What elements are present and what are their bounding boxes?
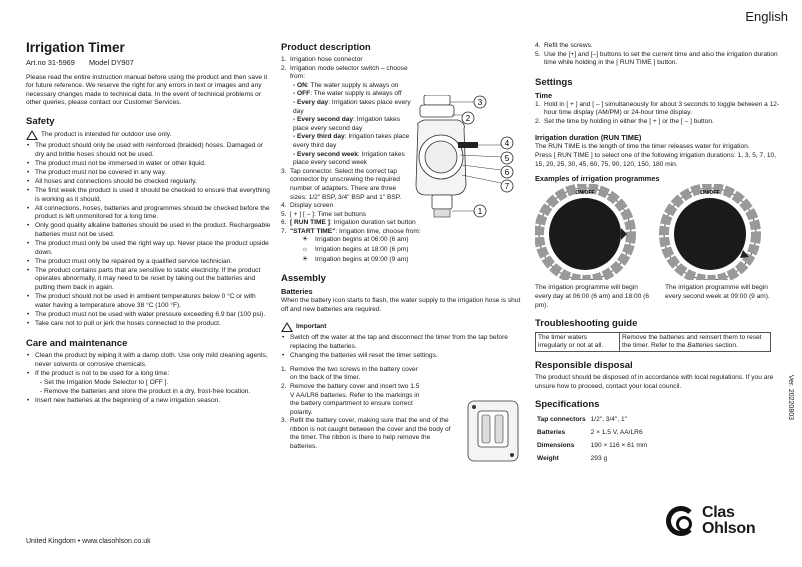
list-item: 7. "START TIME": Irrigation time, choose from: bbox=[281, 227, 421, 235]
callout-4: 4 bbox=[504, 139, 510, 148]
description-list bbox=[281, 56, 409, 82]
table-row: Tap connectors 1/2", 3/4", 1" bbox=[537, 416, 627, 424]
language-label: English bbox=[745, 9, 788, 24]
time-steps bbox=[535, 101, 785, 127]
table-row bbox=[536, 333, 771, 352]
important-note bbox=[281, 322, 529, 332]
model-number: Model DY907 bbox=[88, 58, 134, 67]
list-item: • Switch off the water at the tap and disconnect the timer from the tap before replacing the batteries. bbox=[281, 334, 529, 351]
run-time-subheading: Irrigation duration (RUN TIME) bbox=[535, 132, 642, 142]
start-time-18: ☼ Irrigation begins at 18:00 (6 pm) bbox=[281, 246, 529, 255]
callout-3: 3 bbox=[477, 98, 483, 107]
sun-icon: ☀ bbox=[301, 255, 309, 263]
care-heading: Care and maintenance bbox=[26, 338, 128, 350]
mode-off: - OFF: The water supply is always off bbox=[293, 90, 402, 98]
table-cell: Remove the batteries and reinsert them to reset the timer. Refer to the Batteries section. bbox=[620, 333, 771, 352]
table-cell: The timer waters irregularly or not at all. bbox=[536, 333, 620, 352]
time-subheading: Time bbox=[535, 90, 553, 100]
run-time-text: The RUN TIME is the length of time the timer releases water for irrigation. bbox=[535, 142, 750, 150]
list-item: • The product must not be immersed in water or other liquid. bbox=[26, 160, 272, 169]
intro-text: Please read the entire instruction manual before using the product and then save it for future reference. We reserve the right for any errors in text or images and any necessary changes made to technical data. In the event of technical problems or other queries, please contact our Customer Services. bbox=[26, 73, 268, 107]
clas-ohlson-logo bbox=[666, 505, 755, 537]
example-caption-1: The irrigation programme will begin every day at 06:00 (6 am) and 18:00 (6 pm). bbox=[535, 284, 649, 309]
start-time-09: ☀ Irrigation begins at 09:00 (9 am) bbox=[281, 256, 529, 265]
mode-list bbox=[281, 82, 416, 168]
list-item: 2. Set the time by holding in either the [ + ] or the [ – ] button. bbox=[535, 117, 714, 125]
list-item: 1. Remove the two screws in the battery cover on the back of the timer. bbox=[281, 365, 418, 382]
assembly-heading: Assembly bbox=[281, 273, 326, 285]
logo-text: Clas Ohlson bbox=[702, 504, 756, 537]
sunset-icon: ☼ bbox=[301, 246, 309, 254]
table-row: Dimensions 190 × 116 × 61 mm bbox=[537, 442, 648, 450]
mode-every-second-day: - Every second day: Irrigation takes place every second day bbox=[293, 116, 401, 132]
safety-warning-text: The product is intended for outdoor use only. bbox=[41, 130, 172, 138]
list-subitem: - Remove the batteries and store the product in a dry, frost-free location. bbox=[40, 388, 251, 396]
table-row: Batteries 2 × 1.5 V, AA/LR6 bbox=[537, 429, 643, 437]
callout-5: 5 bbox=[504, 154, 510, 163]
program-dials bbox=[535, 184, 785, 280]
list-item: • Changing the batteries will reset the timer settings. bbox=[281, 352, 529, 361]
disposal-heading: Responsible disposal bbox=[535, 360, 633, 372]
dial-every-second-week bbox=[664, 188, 756, 280]
logo-mark-icon bbox=[666, 506, 696, 536]
list-item: • Only good quality alkaline batteries should be used in the product. Rechargeable batteries must not be used. bbox=[26, 222, 272, 239]
list-item: 2. Remove the battery cover and insert two 1.5 V AA/LR6 batteries. Refer to the markings in the battery compartment to ensure correct polarity. bbox=[281, 382, 420, 416]
sunrise-icon: ☀ bbox=[301, 236, 309, 244]
list-item: 5. Use the [+] and [–] buttons to set the current time and also the irrigation duration time while holding in the [ RUN TIME ] button. bbox=[535, 50, 778, 67]
list-item: 3. Refit the battery cover, making sure that the end of the ribbon is not caught between the cover and the body of the timer. The ribbon is there to help remove the batteries. bbox=[281, 417, 451, 451]
dial-label: ON/OFF bbox=[575, 190, 595, 197]
safety-warning bbox=[26, 130, 272, 140]
list-item: • All connections, hoses, batteries and programmes should be checked before the product is left unmonitored for a long time. bbox=[26, 205, 272, 222]
callout-7: 7 bbox=[504, 182, 510, 191]
warning-icon bbox=[26, 130, 38, 140]
list-item: 6. [ RUN TIME ]: Irrigation duration set button bbox=[281, 219, 416, 227]
battery-steps bbox=[281, 366, 459, 452]
list-item: • Insert new batteries at the beginning of a new irrigation season. bbox=[26, 397, 272, 406]
list-item: 2. Irrigation mode selector switch – choose from: bbox=[281, 64, 408, 81]
list-item: • Clean the product by wiping it with a damp cloth. Use only mild cleaning agents, never solvents or corrosive chemicals. bbox=[26, 352, 272, 369]
dial-label: ON/OFF bbox=[700, 190, 720, 197]
mode-on: - ON: The water supply is always on bbox=[293, 81, 399, 89]
example-captions bbox=[535, 284, 785, 310]
disposal-text: The product should be disposed of in accordance with local regulations. If you are unsure how to proceed, contact your local council. bbox=[535, 374, 774, 390]
batteries-text: When the battery icon starts to flash, the water supply to the irrigation hose is shut off and new batteries are required. bbox=[281, 297, 521, 313]
list-item: • The product must only be repaired by a qualified service technician. bbox=[26, 258, 272, 267]
battery-steps-cont bbox=[535, 42, 785, 68]
dial-every-day bbox=[539, 188, 631, 280]
battery-compartment-illustration bbox=[462, 395, 532, 470]
callout-2: 2 bbox=[465, 114, 471, 123]
product-description-heading: Product description bbox=[281, 42, 371, 53]
troubleshooting-table bbox=[535, 332, 771, 352]
mode-every-day: - Every day: Irrigation takes place every day bbox=[293, 98, 411, 115]
troubleshooting-heading: Troubleshooting guide bbox=[535, 318, 638, 330]
start-time-06: ☀ Irrigation begins at 06:00 (6 am) bbox=[281, 236, 529, 245]
list-item: • The product should not be used in ambient temperatures below 0 °C or with water having a temperature above 38 °C (100 °F). bbox=[26, 293, 272, 310]
page-title: Irrigation Timer bbox=[26, 40, 125, 55]
list-item: • The product contains parts that are sensitive to static electricity. If the product operates abnormally, it may need to be reset by taking out the batteries and putting them back in again. bbox=[26, 267, 272, 293]
list-item: • The product must only be used the right way up. Never place the product upside down. bbox=[26, 240, 272, 257]
list-item: • Take care not to pull or jerk the hoses connected to the product. bbox=[26, 320, 272, 329]
list-item: • The first week the product is used it should be checked to ensure that everything is working as it should. bbox=[26, 187, 272, 204]
safety-list bbox=[26, 142, 272, 328]
settings-heading: Settings bbox=[535, 76, 573, 88]
mode-every-third-day: - Every third day: Irrigation takes place every third day bbox=[293, 133, 410, 149]
footer: United Kingdom • www.clasohlson.co.uk bbox=[26, 538, 151, 545]
list-item: 5. [ + ] [ – ]: Time set buttons bbox=[281, 210, 367, 218]
list-item: 1. Hold in [ + ] and [ – ] simultaneously for about 3 seconds to toggle between a 12-hour time display (AM/PM) or 24-hour time display. bbox=[535, 100, 780, 117]
mode-every-second-week: - Every second week: Irrigation takes place every second week bbox=[293, 150, 405, 167]
list-item: • The product should only be used with reinforced (braided) hoses. Damaged or dry and brittle hoses should not be used. bbox=[26, 142, 272, 159]
table-row: Weight 293 g bbox=[537, 455, 608, 463]
list-item: 4. Display screen bbox=[281, 202, 334, 210]
important-label: Important bbox=[296, 323, 327, 331]
run-time-options: Press [ RUN TIME ] to select one of the following irrigation durations: 1, 3, 5, 7, 10, 15, 20, 25, 30, 45, 60, 75, 90, 120, 150, 180 min. bbox=[535, 152, 777, 168]
example-caption-2: The irrigation programme will begin every second week at 09:00 (9 am). bbox=[665, 284, 770, 300]
list-item: • All hoses and connections should be checked regularly. bbox=[26, 178, 272, 187]
version-label: Ver. 20220803 bbox=[787, 374, 794, 420]
column-1 bbox=[26, 40, 272, 407]
list-item: 3. Tap connector. Select the correct tap connector by unscrewing the required number of adapters. There are three sizes: 1/2" BSP, 3/4" BSP and 1" BSP. bbox=[281, 167, 402, 201]
care-list bbox=[26, 352, 272, 406]
specifications-heading: Specifications bbox=[535, 399, 600, 411]
article-number: Art.no 31-5969 bbox=[26, 58, 75, 67]
list-subitem: - Set the Irrigation Mode Selector to [ OFF ]. bbox=[40, 379, 169, 387]
safety-heading: Safety bbox=[26, 115, 55, 127]
list-item: 1. Irrigation hose connector bbox=[281, 56, 363, 63]
specifications-table bbox=[535, 413, 649, 467]
callout-1: 1 bbox=[477, 207, 483, 216]
warning-icon bbox=[281, 322, 293, 332]
column-3 bbox=[535, 42, 785, 467]
batteries-subheading: Batteries bbox=[281, 287, 313, 297]
timer-illustration bbox=[404, 95, 514, 220]
list-item: • If the product is not to be used for a long time: bbox=[26, 370, 272, 379]
list-item: • The product must not be covered in any way. bbox=[26, 169, 272, 178]
list-item: 4. Refit the screws. bbox=[535, 42, 593, 49]
examples-subheading: Examples of irrigation programmes bbox=[535, 174, 660, 184]
callout-6: 6 bbox=[504, 168, 510, 177]
article-info bbox=[26, 59, 272, 68]
important-list bbox=[281, 334, 529, 360]
list-item: • The product must not be used with water pressure exceeding 6.9 bar (100 psi). bbox=[26, 311, 272, 320]
